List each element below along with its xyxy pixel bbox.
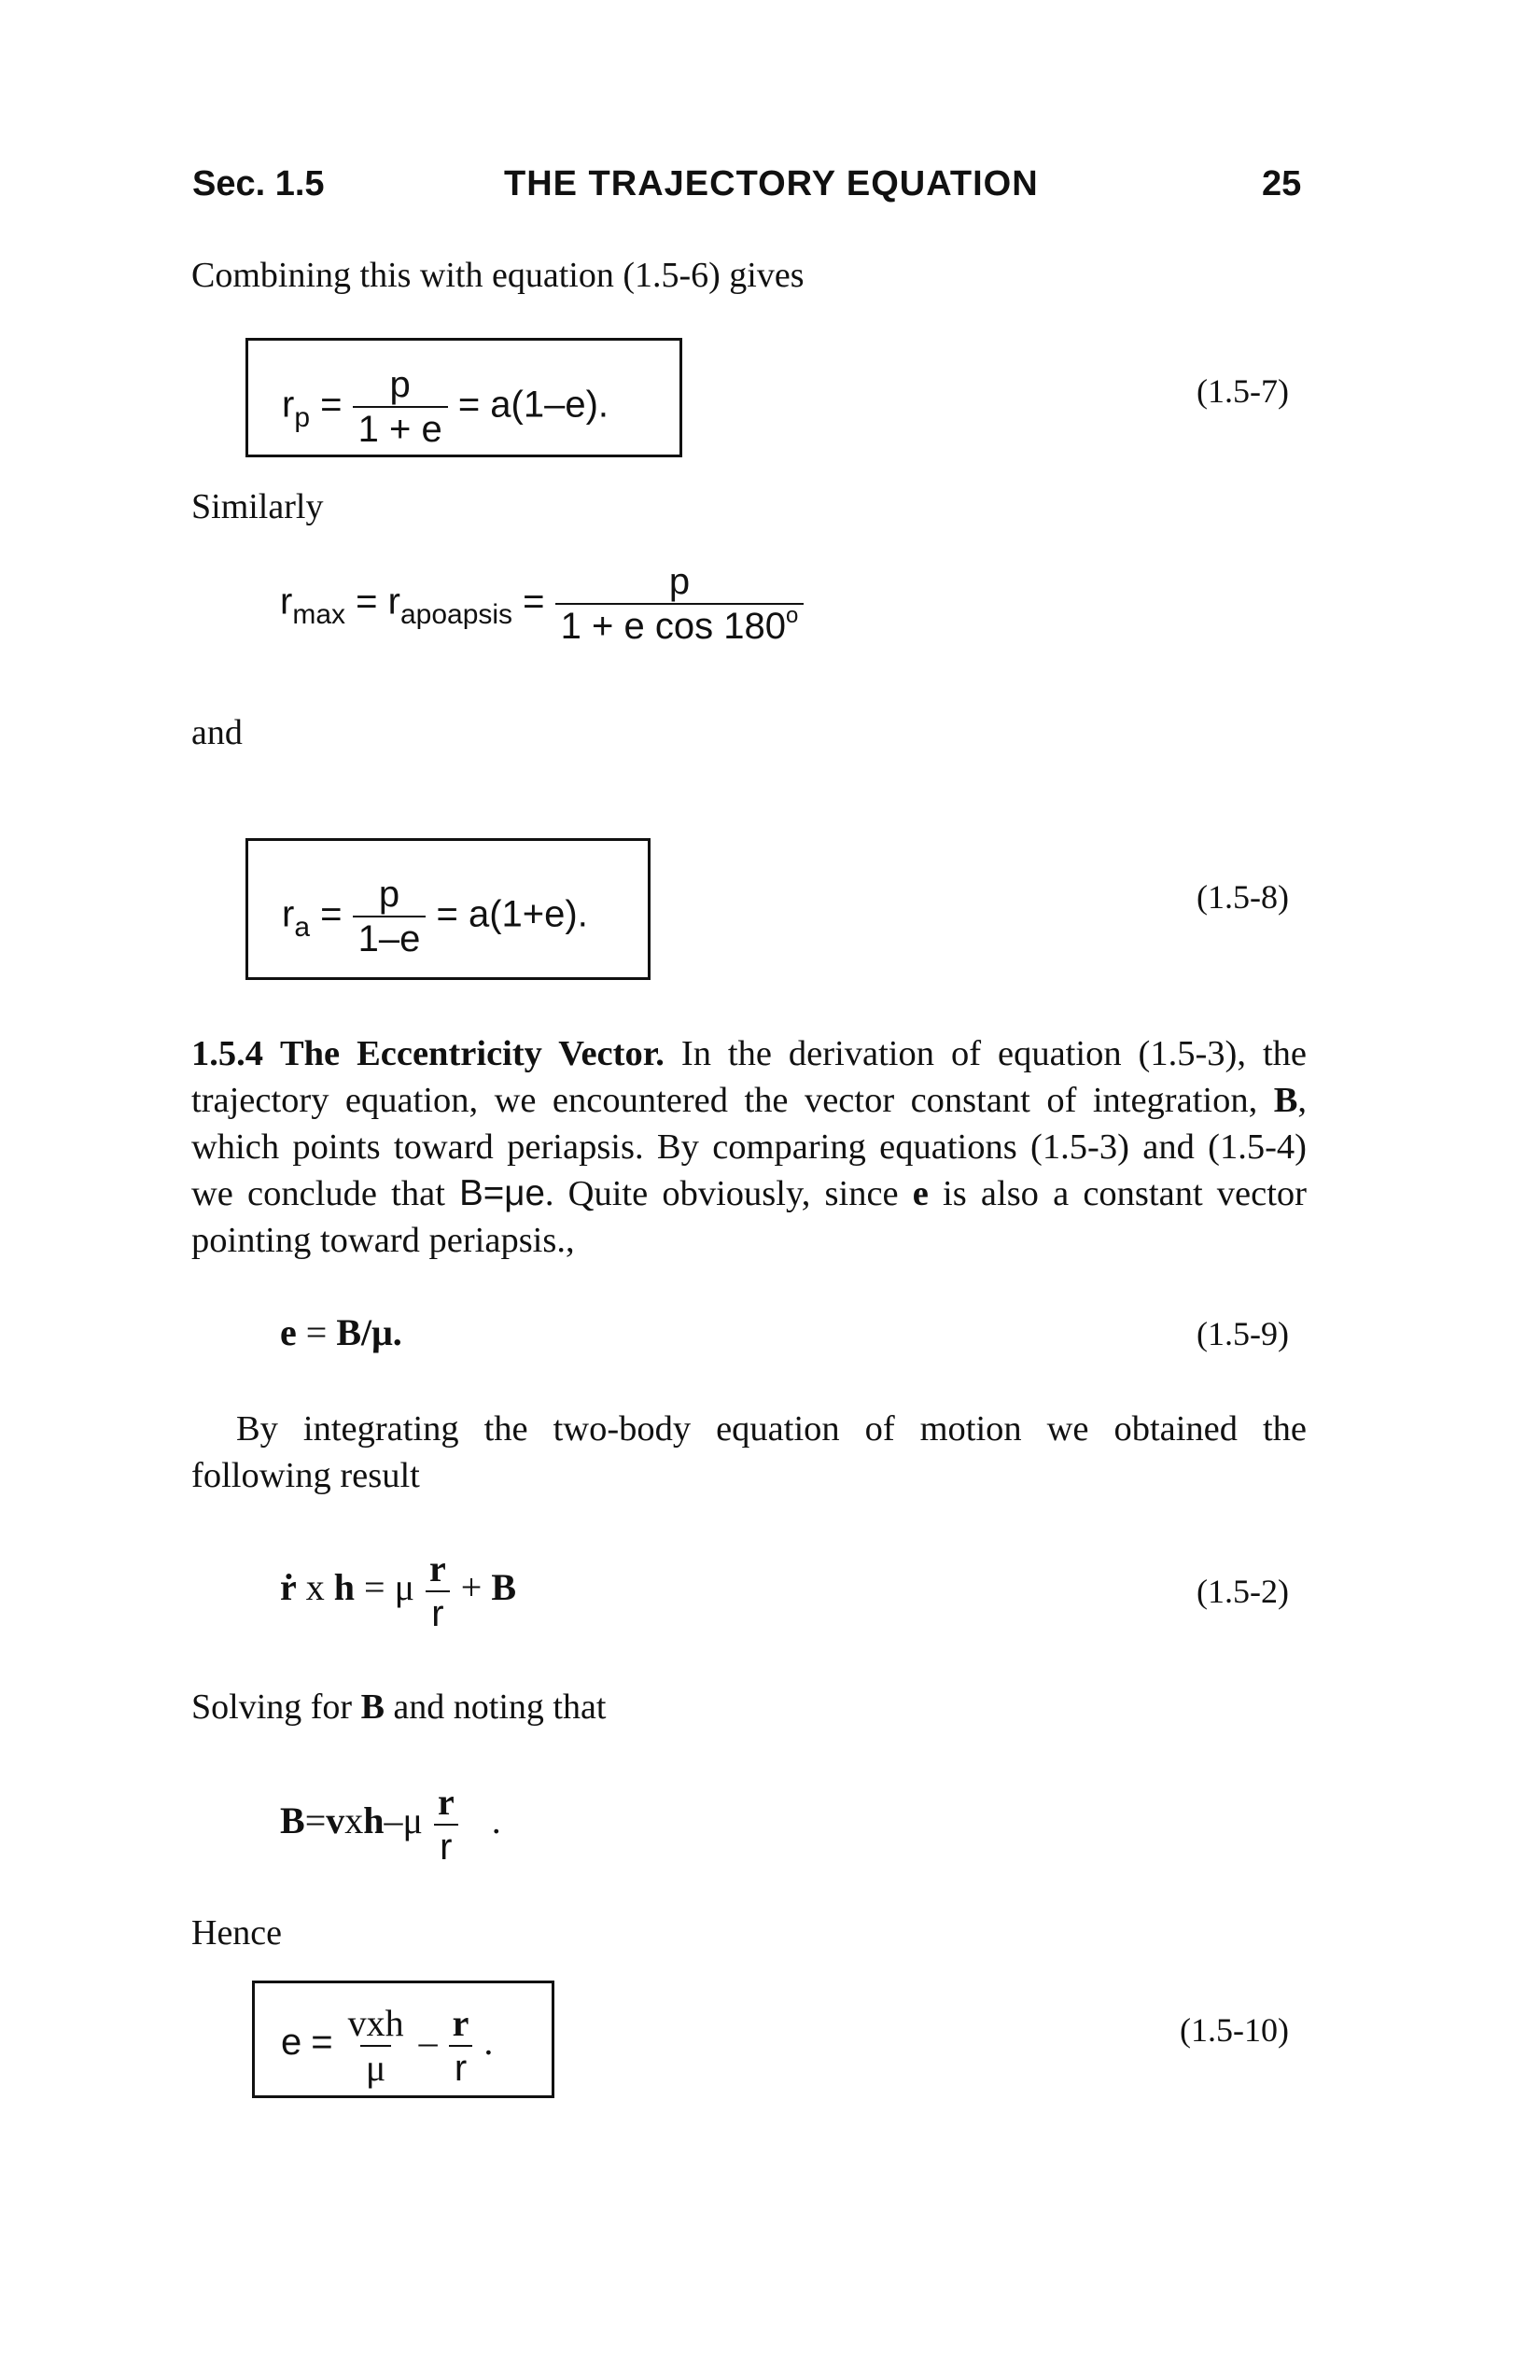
eq1510-numerator-1: vxh xyxy=(347,2002,404,2044)
eq157-lhs-sub: p xyxy=(294,402,311,434)
equation-1-5-10 xyxy=(281,2002,493,2090)
para1-B: B xyxy=(1273,1081,1298,1120)
eq152-cross: x xyxy=(305,1566,325,1609)
eq152-h: h xyxy=(333,1566,356,1609)
hence-text: Hence xyxy=(191,1913,283,1953)
eqB-mu: μ xyxy=(402,1799,423,1842)
solving-text xyxy=(191,1684,606,1730)
eq152-B: B xyxy=(491,1566,517,1609)
equation-number-1-5-8: (1.5-8) xyxy=(1197,878,1289,916)
eq159-equals: = xyxy=(305,1311,328,1353)
running-title: THE TRAJECTORY EQUATION xyxy=(504,164,1039,203)
para1-e: e xyxy=(912,1174,929,1213)
eq1510-numerator-2: r xyxy=(452,2002,469,2044)
eq158-equals: = xyxy=(320,893,343,935)
para1-part-b: , which points toward periapsis. By comparing equations (1.5-3) and (1.5-4) we conclude that xyxy=(191,1081,1307,1213)
solving-B: B xyxy=(360,1687,385,1727)
combining-text: Combining this with equation (1.5-6) gives xyxy=(191,256,805,295)
eq152-equals: = xyxy=(364,1566,385,1609)
and-text: and xyxy=(191,713,243,752)
apo-denominator xyxy=(555,603,805,648)
subsection-title: The Eccentricity Vector. xyxy=(279,1034,665,1073)
eq1510-denominator-2: r xyxy=(449,2045,472,2090)
eq157-rhs: = a(1–e). xyxy=(457,384,609,426)
apo-r1-sub: max xyxy=(292,599,346,631)
eq1510-equals: = xyxy=(311,2022,333,2064)
para1-part-c: . Quite obviously, since xyxy=(544,1174,913,1213)
apo-r2: r xyxy=(387,581,400,623)
eq158-numerator: p xyxy=(378,874,400,915)
apo-r2-sub: apoapsis xyxy=(399,599,513,631)
eq1510-denominator-1: μ xyxy=(360,2045,391,2090)
page-number: 25 xyxy=(1262,164,1302,203)
equation-1-5-8 xyxy=(282,873,588,960)
apo-r1: r xyxy=(280,581,293,623)
eq152-rdot: ṙ xyxy=(280,1566,297,1609)
solving-part-a: Solving for xyxy=(191,1687,361,1727)
eq157-numerator: p xyxy=(389,364,411,405)
equation-1-5-10-box xyxy=(252,1981,554,2098)
eq1510-fraction-2 xyxy=(447,2002,475,2090)
eq157-equals: = xyxy=(320,384,343,426)
eccentricity-paragraph xyxy=(191,1030,1307,1264)
eq152-numerator: r xyxy=(429,1547,446,1589)
apo-denominator-text: 1 + e cos 180 xyxy=(560,606,786,647)
apoapsis-equation xyxy=(280,560,804,648)
eq157-fraction xyxy=(353,363,448,451)
equation-number-1-5-9: (1.5-9) xyxy=(1197,1315,1289,1352)
equation-number-1-5-7: (1.5-7) xyxy=(1197,372,1289,410)
equation-1-5-7 xyxy=(282,363,609,451)
apo-equals-1: = xyxy=(356,581,378,623)
eq158-lhs: r xyxy=(282,893,295,935)
eq157-denominator: 1 + e xyxy=(353,406,448,451)
eq1510-period: . xyxy=(483,2021,494,2064)
solving-part-b: and noting that xyxy=(384,1687,607,1727)
equation-1-5-8-box xyxy=(245,838,651,980)
subsection-number: 1.5.4 xyxy=(191,1034,263,1073)
eqB-minus: – xyxy=(384,1799,403,1842)
equation-1-5-9 xyxy=(280,1310,402,1354)
eqB-denominator: r xyxy=(434,1824,457,1869)
equation-1-5-2 xyxy=(280,1547,516,1635)
eq158-rhs: = a(1+e). xyxy=(436,893,588,935)
eq159-lhs: e xyxy=(280,1311,297,1353)
eq159-rhs: B/μ. xyxy=(336,1311,402,1353)
eq152-mu: μ xyxy=(394,1566,415,1609)
eq158-fraction xyxy=(353,873,427,960)
eqB-v: v xyxy=(326,1799,345,1842)
para1-B-equals-mu-e: B=μe xyxy=(459,1173,545,1213)
eqB-period: . xyxy=(491,1799,501,1842)
eqB-fraction xyxy=(432,1781,460,1869)
eq157-lhs: r xyxy=(282,384,295,426)
equation-number-1-5-10: (1.5-10) xyxy=(1180,2011,1289,2049)
equation-B xyxy=(280,1781,501,1869)
para1-part-a: In the derivation of equation (1.5-3), the trajectory equation, we encountered the vector constant of integration, xyxy=(191,1034,1307,1120)
eqB-equals: = xyxy=(304,1799,327,1842)
eq1510-fraction-1 xyxy=(343,2002,410,2090)
equation-number-1-5-2: (1.5-2) xyxy=(1197,1573,1289,1610)
eq152-fraction xyxy=(424,1547,452,1635)
apo-degree-sup: o xyxy=(785,603,799,629)
para1-part-d: is also a constant vector pointing toward periapsis., xyxy=(191,1174,1308,1260)
equation-1-5-7-box xyxy=(245,338,682,457)
eqB-h: h xyxy=(363,1799,385,1842)
eqB-B: B xyxy=(280,1799,305,1842)
similarly-text: Similarly xyxy=(191,487,324,526)
eq158-denominator: 1–e xyxy=(353,916,427,960)
eq1510-minus: – xyxy=(418,2021,438,2064)
apo-numerator: p xyxy=(668,561,691,602)
eqB-numerator: r xyxy=(437,1781,455,1823)
section-label: Sec. 1.5 xyxy=(192,164,325,203)
eq158-lhs-sub: a xyxy=(294,912,311,944)
eq152-plus: + xyxy=(460,1566,483,1609)
apo-fraction xyxy=(555,560,805,648)
eq1510-lhs: e xyxy=(281,2022,302,2064)
eq152-denominator: r xyxy=(426,1590,449,1635)
integrating-paragraph: By integrating the two-body equation of motion we obtained the following result xyxy=(191,1409,1307,1495)
eqB-cross: x xyxy=(344,1799,364,1842)
apo-equals-2: = xyxy=(523,581,545,623)
